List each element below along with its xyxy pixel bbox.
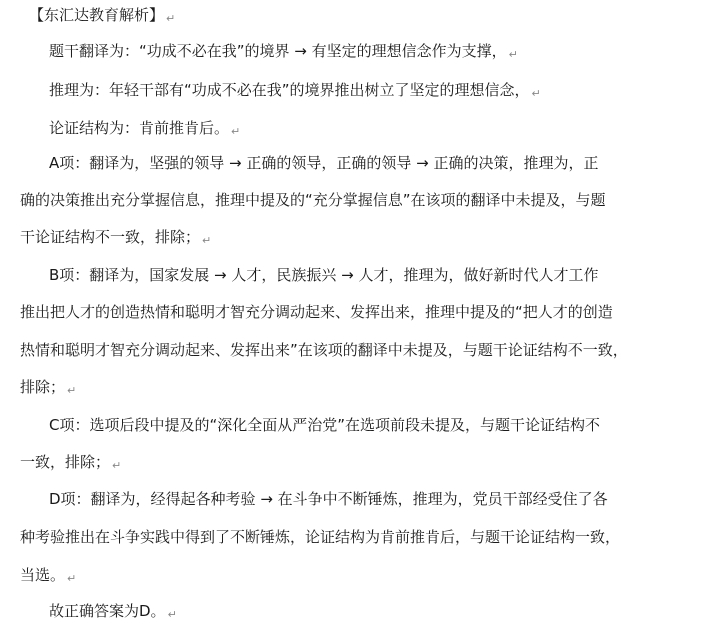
text-line xyxy=(49,77,702,103)
text-line xyxy=(49,115,702,141)
title-text: 【东汇达教育解析】 xyxy=(29,6,165,24)
text-line xyxy=(49,38,702,64)
line-text: 热情和聪明才智充分调动起来、发挥出来”在该项的翻译中未提及，与题干论证结构不一致， xyxy=(20,341,628,359)
answer-line xyxy=(49,598,702,624)
paragraph-mark-icon: ↵ xyxy=(231,125,241,138)
line-text: C项：选项后段中提及的“深化全面从严治党”在选项前段未提及，与题干论证结构不 xyxy=(49,416,601,434)
line-text: 推理为：年轻干部有“功成不必在我”的境界推出树立了坚定的理想信念， xyxy=(49,81,530,99)
paragraph-mark-icon: ↵ xyxy=(112,459,122,472)
line-text: B项：翻译为，国家发展 → 人才，民族振兴 → 人才，推理为，做好新时代人才工作 xyxy=(49,266,599,284)
text-line xyxy=(20,224,702,250)
text-line xyxy=(49,486,702,512)
text-line xyxy=(20,524,702,550)
line-text: A项：翻译为，坚强的领导 → 正确的领导，正确的领导 → 正确的决策，推理为，正 xyxy=(49,154,599,172)
line-text: 一致，排除； xyxy=(20,453,111,471)
text-line xyxy=(20,187,702,213)
text-line xyxy=(20,374,702,400)
text-line xyxy=(49,262,702,288)
line-text: 题干翻译为：“功成不必在我”的境界 → 有坚定的理想信念作为支撑， xyxy=(49,42,507,60)
line-text: 干论证结构不一致，排除； xyxy=(20,228,201,246)
paragraph-mark-icon: ↵ xyxy=(167,608,177,621)
document-title xyxy=(29,2,702,28)
text-line xyxy=(20,299,702,325)
paragraph-mark-icon: ↵ xyxy=(166,12,176,25)
paragraph-mark-icon: ↵ xyxy=(531,87,541,100)
line-text: 论证结构为：肯前推肯后。 xyxy=(49,119,230,137)
text-line xyxy=(20,337,702,363)
line-text: 当选。 xyxy=(20,566,66,584)
text-line xyxy=(20,562,702,588)
paragraph-mark-icon: ↵ xyxy=(508,48,518,61)
paragraph-mark-icon: ↵ xyxy=(67,384,77,397)
line-text: 确的决策推出充分掌握信息，推理中提及的“充分掌握信息”在该项的翻译中未提及，与题 xyxy=(20,191,606,209)
line-text: 种考验推出在斗争实践中得到了不断锤炼，论证结构为肯前推肯后，与题干论证结构一致， xyxy=(20,528,621,546)
paragraph-mark-icon: ↵ xyxy=(202,234,212,247)
line-text: D项：翻译为，经得起各种考验 → 在斗争中不断锤炼，推理为，党员干部经受住了各 xyxy=(49,490,608,508)
text-line xyxy=(49,412,702,438)
paragraph-mark-icon: ↵ xyxy=(67,572,77,585)
line-text: 排除； xyxy=(20,378,66,396)
text-line xyxy=(49,150,702,176)
text-line xyxy=(20,449,702,475)
line-text: 故正确答案为D。 xyxy=(49,602,166,620)
line-text: 推出把人才的创造热情和聪明才智充分调动起来、发挥出来，推理中提及的“把人才的创造 xyxy=(20,303,613,321)
